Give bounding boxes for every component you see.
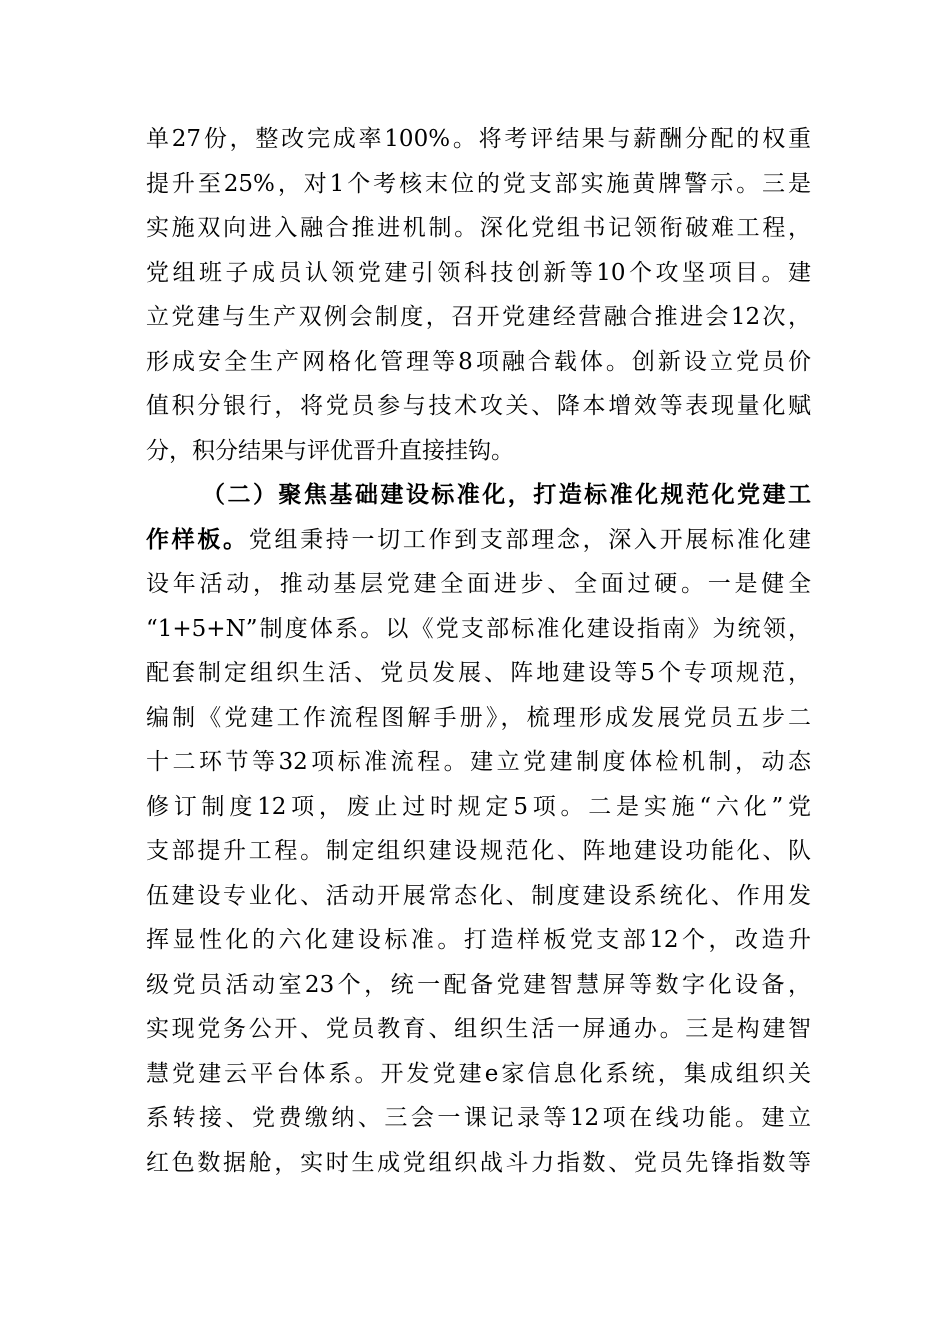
body-line-6 [146, 340, 811, 385]
body-line-14 [146, 696, 811, 741]
body-line-11 [146, 562, 811, 607]
body-line-8 [146, 429, 811, 474]
line-text: 分，积分结果与评优晋升直接挂钩。 [146, 437, 514, 464]
section-heading-line-1 [146, 473, 811, 518]
body-line-22 [146, 1052, 811, 1097]
body-line-16 [146, 785, 811, 830]
body-line-20 [146, 963, 811, 1008]
section-heading-continued: 作样板。 [146, 525, 249, 553]
section-heading-line-2 [146, 518, 811, 563]
body-line-5 [146, 295, 811, 340]
line-text: 提升至25%，对1个考核末位的党支部实施黄牌警示。三是 [146, 170, 811, 197]
line-text: 十二环节等32项标准流程。建立党建制度体检机制，动态 [146, 749, 811, 775]
line-text: “1+5+N”制度体系。以《党支部标准化建设指南》为统领， [146, 615, 811, 642]
body-line-17 [146, 829, 811, 874]
line-text: 挥显性化的六化建设标准。打造样板党支部12个，改造升 [146, 927, 811, 953]
section-heading: （二）聚焦基础建设标准化，打造标准化规范化党建工 [202, 481, 811, 508]
line-text: 单27份，整改完成率100%。将考评结果与薪酬分配的权重 [146, 126, 811, 152]
line-text: 值积分银行，将党员参与技术攻关、降本增效等表现量化赋 [146, 393, 811, 419]
line-text: 党组班子成员认领党建引领科技创新等10个攻坚项目。建 [146, 259, 811, 286]
body-line-21 [146, 1007, 811, 1052]
line-text: 实现党务公开、党员教育、组织生活一屏通办。三是构建智 [146, 1016, 811, 1042]
line-text: 支部提升工程。制定组织建设规范化、阵地建设功能化、队 [146, 838, 811, 864]
body-line-3 [146, 206, 811, 251]
line-text: 修订制度12项，废止过时规定5项。二是实施“六化”党 [146, 793, 811, 820]
body-line-1 [146, 117, 811, 162]
line-text: 实施双向进入融合推进机制。深化党组书记领衔破难工程， [146, 215, 811, 241]
line-text: 立党建与生产双例会制度，召开党建经营融合推进会12次， [146, 304, 811, 330]
body-line-18 [146, 874, 811, 919]
line-text: 级党员活动室23个，统一配备党建智慧屏等数字化设备， [146, 971, 811, 998]
body-line-15 [146, 740, 811, 785]
line-text: 编制《党建工作流程图解手册》，梳理形成发展党员五步二 [146, 704, 811, 731]
line-text: 形成安全生产网格化管理等8项融合载体。创新设立党员价 [146, 348, 811, 375]
line-text: 设年活动，推动基层党建全面进步、全面过硬。一是健全 [146, 571, 811, 597]
body-line-24 [146, 1141, 811, 1186]
body-line-13 [146, 651, 811, 696]
body-line-4 [146, 251, 811, 296]
line-text: 党组秉持一切工作到支部理念，深入开展标准化建 [248, 526, 812, 553]
line-text: 红色数据舱，实时生成党组织战斗力指数、党员先锋指数等 [146, 1149, 811, 1176]
line-text: 系转接、党费缴纳、三会一课记录等12项在线功能。建立 [146, 1105, 811, 1131]
body-line-23 [146, 1096, 811, 1141]
body-line-19 [146, 918, 811, 963]
body-line-7 [146, 384, 811, 429]
body-line-12 [146, 607, 811, 652]
document-body [146, 117, 811, 1185]
body-line-2 [146, 162, 811, 207]
line-text: 慧党建云平台体系。开发党建e家信息化系统，集成组织关 [146, 1060, 811, 1087]
line-text: 配套制定组织生活、党员发展、阵地建设等5个专项规范， [146, 660, 811, 686]
line-text: 伍建设专业化、活动开展常态化、制度建设系统化、作用发 [146, 882, 811, 909]
